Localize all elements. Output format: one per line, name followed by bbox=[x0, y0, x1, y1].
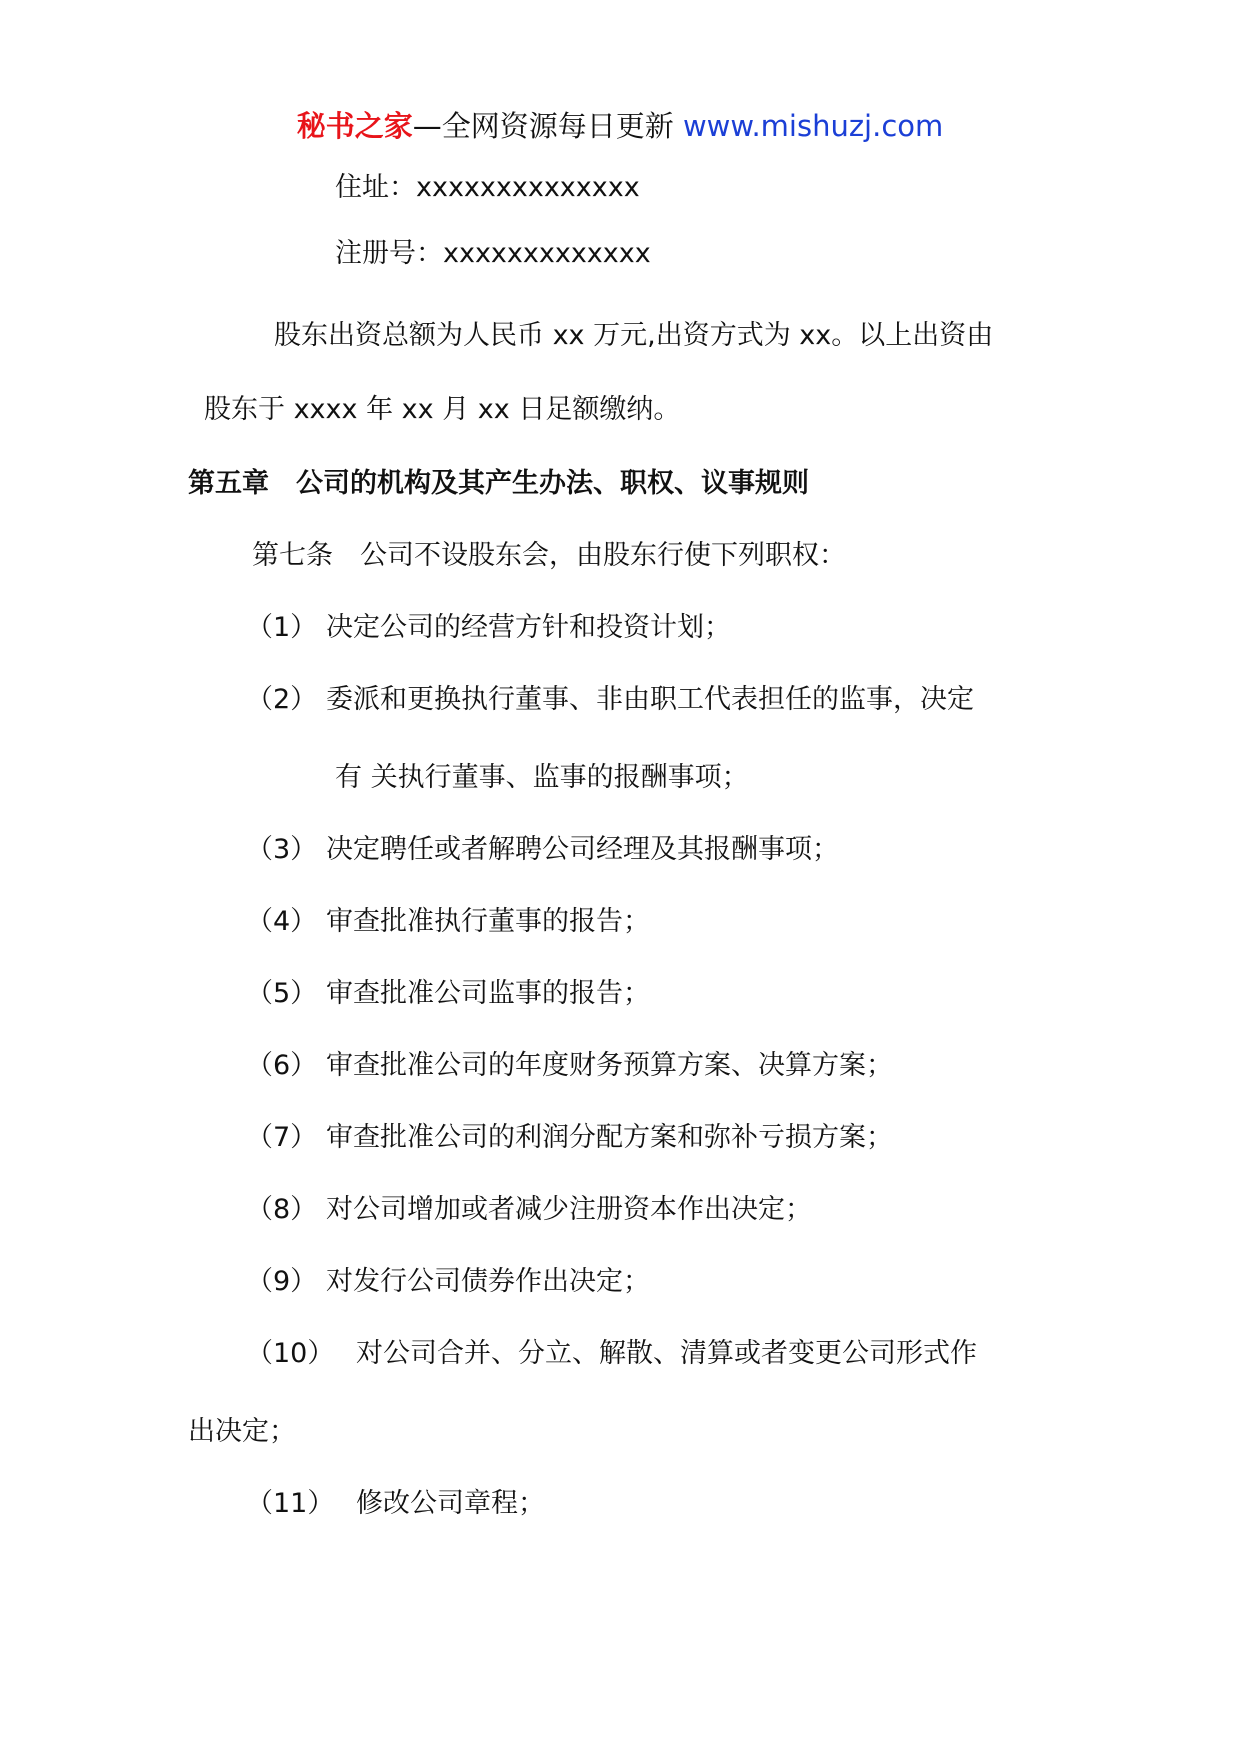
chapter-title: 第五章 公司的机构及其产生办法、职权、议事规则 bbox=[188, 468, 809, 499]
item-number: （1） bbox=[246, 612, 318, 643]
list-item bbox=[246, 1336, 977, 1372]
item-text: 审查批准公司的利润分配方案和弥补亏损方案； bbox=[326, 1122, 893, 1153]
list-item bbox=[246, 682, 974, 718]
header-slogan: —全网资源每日更新 bbox=[412, 109, 683, 143]
list-item bbox=[246, 1192, 812, 1228]
item-number: （10） bbox=[246, 1338, 335, 1369]
list-item-continuation: 出决定； bbox=[188, 1416, 296, 1447]
list-item bbox=[246, 904, 650, 940]
site-url-link[interactable]: www.mishuzj.com bbox=[682, 109, 944, 143]
list-item bbox=[246, 1264, 650, 1300]
item-number: （2） bbox=[246, 684, 318, 715]
capital-paragraph-line-2: 股东于 xxxx 年 xx 月 xx 日足额缴纳。 bbox=[204, 394, 681, 425]
capital-paragraph-line-1: 股东出资总额为人民币 xx 万元,出资方式为 xx。以上出资由 bbox=[274, 320, 994, 351]
item-text: 对公司合并、分立、解散、清算或者变更公司形式作 bbox=[356, 1338, 977, 1369]
item-text: 决定聘任或者解聘公司经理及其报酬事项； bbox=[326, 834, 839, 865]
item-text: 对公司增加或者减少注册资本作出决定； bbox=[326, 1194, 812, 1225]
site-header bbox=[0, 106, 1240, 146]
list-item bbox=[246, 1120, 893, 1156]
item-number: （7） bbox=[246, 1122, 318, 1153]
list-item bbox=[246, 1048, 893, 1084]
item-number: （5） bbox=[246, 978, 318, 1009]
item-number: （4） bbox=[246, 906, 318, 937]
list-item bbox=[246, 1486, 545, 1522]
registration-line: 注册号：xxxxxxxxxxxxx bbox=[335, 238, 651, 269]
address-line: 住址：xxxxxxxxxxxxxx bbox=[335, 172, 640, 203]
item-number: （6） bbox=[246, 1050, 318, 1081]
list-item bbox=[246, 976, 650, 1012]
brand-name: 秘书之家 bbox=[296, 109, 413, 143]
item-text: 决定公司的经营方针和投资计划； bbox=[326, 612, 731, 643]
item-text: 委派和更换执行董事、非由职工代表担任的监事，决定 bbox=[326, 684, 974, 715]
item-number: （3） bbox=[246, 834, 318, 865]
item-text: 审查批准公司监事的报告； bbox=[326, 978, 650, 1009]
item-number: （9） bbox=[246, 1266, 318, 1297]
item-text: 审查批准公司的年度财务预算方案、决算方案； bbox=[326, 1050, 893, 1081]
article-seven: 第七条 公司不设股东会，由股东行使下列职权： bbox=[252, 540, 846, 571]
list-item-continuation: 有 关执行董事、监事的报酬事项； bbox=[335, 762, 749, 793]
item-text: 对发行公司债券作出决定； bbox=[326, 1266, 650, 1297]
item-number: （11） bbox=[246, 1488, 335, 1519]
item-text: 审查批准执行董事的报告； bbox=[326, 906, 650, 937]
item-number: （8） bbox=[246, 1194, 318, 1225]
list-item bbox=[246, 832, 839, 868]
item-text: 修改公司章程； bbox=[356, 1488, 545, 1519]
list-item bbox=[246, 610, 731, 646]
